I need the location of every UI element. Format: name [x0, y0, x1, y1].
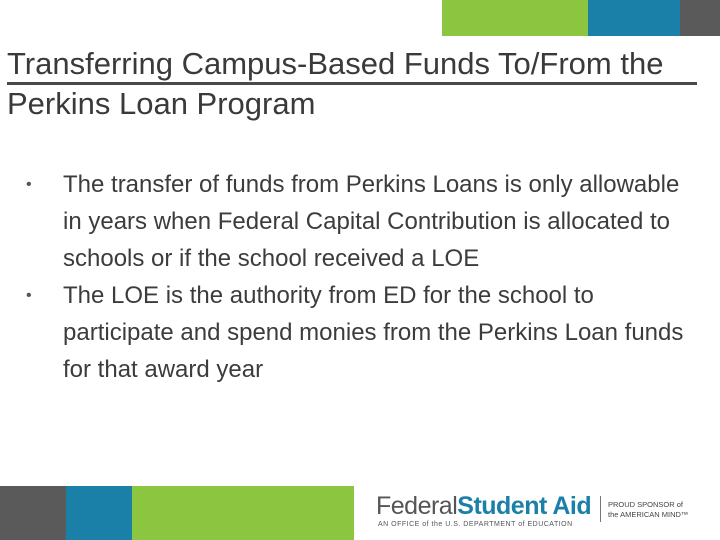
top-accent-gray	[680, 0, 720, 36]
slide-title: Transferring Campus-Based Funds To/From the Perkins Loan Program	[7, 46, 664, 121]
sponsor-line-2: the AMERICAN MIND™	[608, 510, 689, 519]
sponsor-line-1: PROUD SPONSOR of	[608, 500, 684, 509]
top-accent-blue	[588, 0, 680, 36]
bullet-list	[20, 166, 700, 388]
bottom-accent-gray	[0, 486, 66, 540]
bullet-item	[20, 277, 700, 388]
title-underline	[7, 82, 697, 85]
federal-student-aid-logo	[376, 492, 716, 532]
logo-divider	[600, 496, 601, 522]
logo-federal-text: Federal	[376, 492, 458, 520]
bullet-item	[20, 166, 700, 277]
logo-student-aid-text: Student Aid	[457, 492, 592, 520]
bottom-accent-green	[132, 486, 354, 540]
sponsor-text	[608, 500, 708, 520]
logo-wordmark	[376, 492, 591, 520]
bullet-text: The LOE is the authority from ED for the school to participate and spend monies from the Perkins Loan funds for that award year	[63, 282, 684, 383]
top-accent-green	[442, 0, 588, 36]
bullet-text: The transfer of funds from Perkins Loans is only allowable in years when Federal Capital Contribution is allocated to schools or if the school received a LOE	[63, 171, 680, 272]
bottom-accent-blue	[66, 486, 132, 540]
logo-tagline: AN OFFICE of the U.S. DEPARTMENT of EDUCATION	[378, 521, 573, 528]
bullet-marker: •	[26, 176, 32, 193]
bullet-marker: •	[26, 287, 32, 304]
